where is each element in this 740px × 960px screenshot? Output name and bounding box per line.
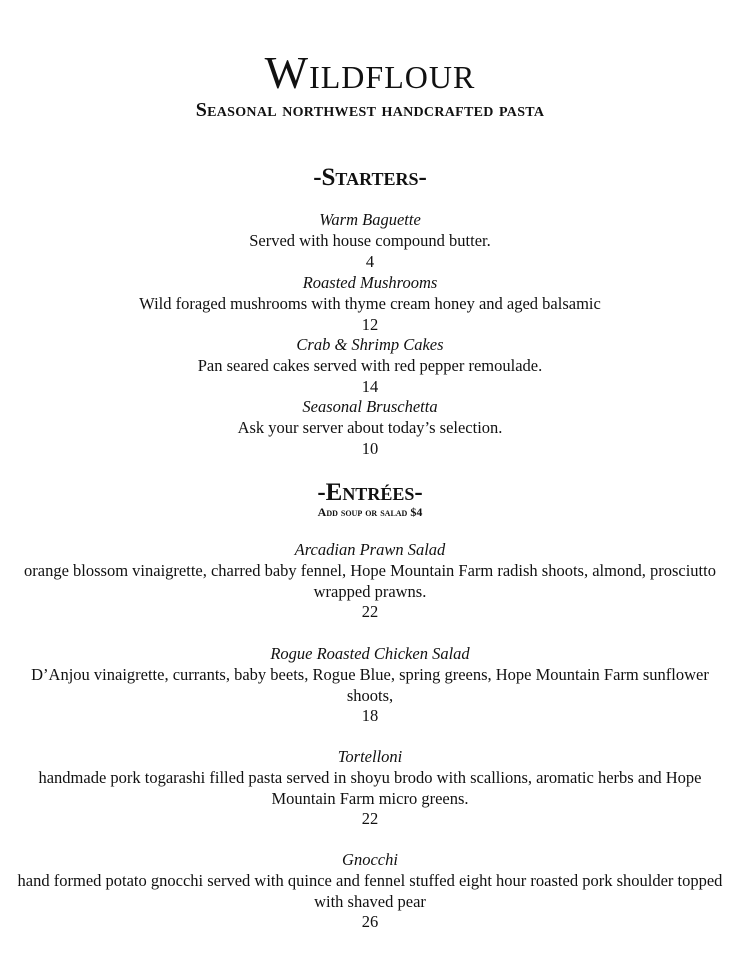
restaurant-tagline: Seasonal northwest handcrafted pasta xyxy=(195,99,545,121)
item-name: Crab & Shrimp Cakes xyxy=(296,335,444,354)
item-description: Pan seared cakes served with red pepper remoulade. xyxy=(197,356,543,375)
entrees-note: Add soup or salad $4 xyxy=(317,505,423,519)
item-name: Warm Baguette xyxy=(319,210,421,229)
item-name: Arcadian Prawn Salad xyxy=(294,540,446,559)
restaurant-name: Wildflour xyxy=(264,47,476,98)
item-price: 4 xyxy=(365,252,375,271)
item-description: D’Anjou vinaigrette, currants, baby beets, Rogue Blue, spring greens, Hope Mountain Farm sunflower shoots, xyxy=(31,665,709,705)
item-price: 14 xyxy=(361,377,379,396)
item-description: Ask your server about today’s selection. xyxy=(237,418,503,437)
item-description: orange blossom vinaigrette, charred baby fennel, Hope Mountain Farm radish shoots, almond, prosciutto wrapped prawns. xyxy=(24,561,716,601)
item-price: 12 xyxy=(361,315,379,334)
item-price: 26 xyxy=(361,912,379,931)
item-name: Tortelloni xyxy=(337,747,403,766)
item-name: Gnocchi xyxy=(342,850,398,869)
item-description: hand formed potato gnocchi served with quince and fennel stuffed eight hour roasted pork shoulder topped with shaved pear xyxy=(17,871,723,911)
item-name: Roasted Mushrooms xyxy=(302,273,438,292)
entrees-heading: -Entrées- xyxy=(317,479,423,506)
item-name: Seasonal Bruschetta xyxy=(302,397,438,416)
item-description: Served with house compound butter. xyxy=(249,231,491,250)
item-description: handmade pork togarashi filled pasta served in shoyu brodo with scallions, aromatic herbs and Hope Mountain Farm micro greens. xyxy=(38,768,702,808)
item-price: 10 xyxy=(361,439,379,458)
starters-heading: -Starters- xyxy=(313,164,427,191)
item-price: 22 xyxy=(361,602,379,621)
item-price: 22 xyxy=(361,809,379,828)
item-price: 18 xyxy=(361,706,379,725)
item-description: Wild foraged mushrooms with thyme cream honey and aged balsamic xyxy=(139,294,601,313)
item-name: Rogue Roasted Chicken Salad xyxy=(270,644,470,663)
